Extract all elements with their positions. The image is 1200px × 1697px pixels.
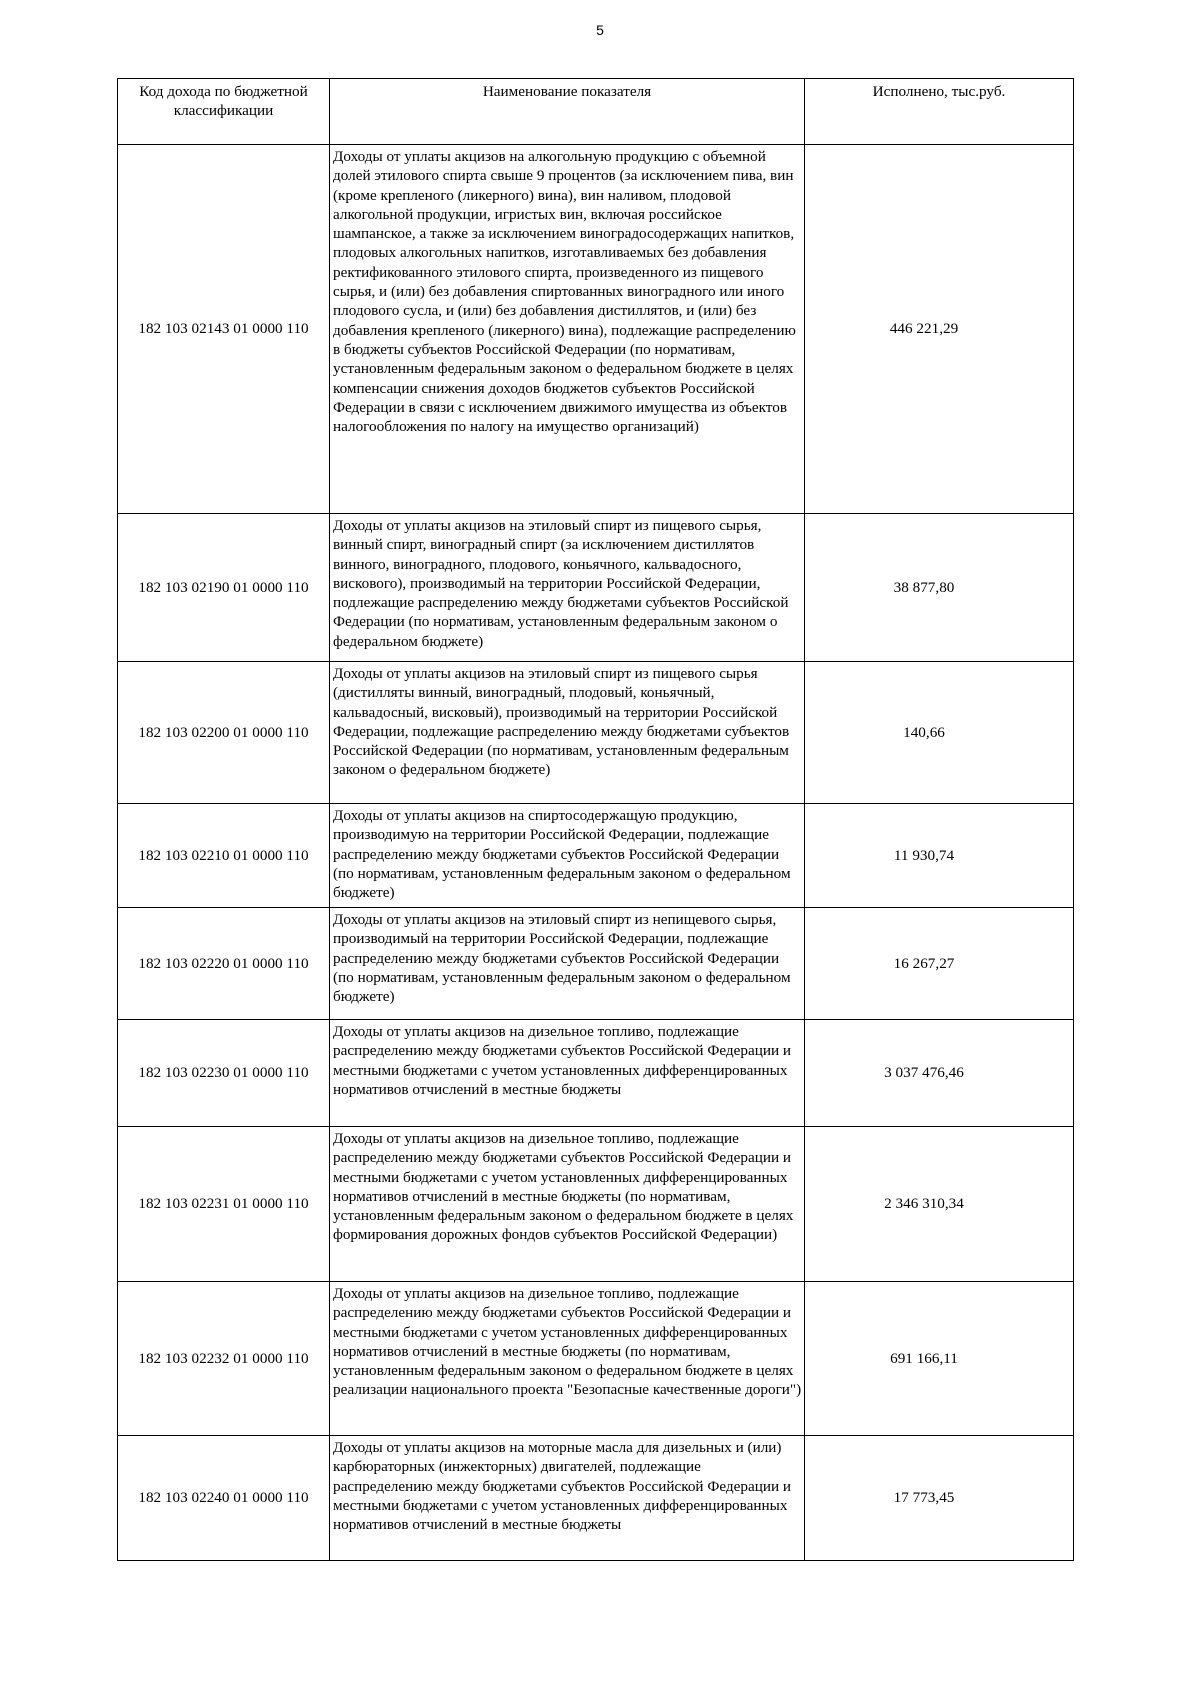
- row-code: 182 103 02240 01 0000 110: [118, 1436, 330, 1561]
- row-value: 17 773,45: [805, 1436, 1074, 1561]
- table-row: [118, 514, 1074, 662]
- row-code: 182 103 02143 01 0000 110: [118, 145, 330, 514]
- row-code: 182 103 02210 01 0000 110: [118, 804, 330, 908]
- row-name: Доходы от уплаты акцизов на моторные масла для дизельных и (или) карбюраторных (инжекторных) двигателей, подлежащие распределению между бюджетами субъектов Российской Федерации и местными бюджетами с учетом установленных дифференцированных нормативов отчислений в местные бюджеты: [330, 1436, 805, 1561]
- row-code: 182 103 02200 01 0000 110: [118, 662, 330, 804]
- row-name: Доходы от уплаты акцизов на этиловый спирт из пищевого сырья, винный спирт, виноградный спирт (за исключением дистиллятов винного, виноградного, плодового, коньячного, кальвадосного, вискового), производимый на территории Российской Федерации, подлежащие распределению между бюджетами субъектов Российской Федерации (по нормативам, установленным федеральным законом о федеральном бюджете): [330, 514, 805, 662]
- row-code: 182 103 02190 01 0000 110: [118, 514, 330, 662]
- row-name: Доходы от уплаты акцизов на дизельное топливо, подлежащие распределению между бюджетами субъектов Российской Федерации и местными бюджетами с учетом установленных дифференцированных нормативов отчислений в местные бюджеты (по нормативам, установленным федеральным законом о федеральном бюджете в целях формирования дорожных фондов субъектов Российской Федерации): [330, 1127, 805, 1282]
- row-value: 2 346 310,34: [805, 1127, 1074, 1282]
- page-number: 5: [596, 22, 604, 38]
- row-name: Доходы от уплаты акцизов на алкогольную продукцию с объемной долей этилового спирта свыше 9 процентов (за исключением пива, вин (кроме крепленого (ликерного) вина), вин наливом, плодовой алкогольной продукции, игристых вин, включая российское шампанское, а также за исключением виноградосодержащих напитков, плодовых алкогольных напитков, изготавливаемых без добавления ректификованного этилового спирта, произведенного из пищевого сырья, и (или) без добавления спиртованных виноградного или иного плодового сусла, и (или) без добавления дистиллятов, и (или) без добавления крепленого (ликерного) вина), подлежащие распределению в бюджеты субъектов Российской Федерации (по нормативам, установленным федеральным законом о федеральном бюджете в целях компенсации снижения доходов бюджетов субъектов Российской Федерации в связи с исключением движимого имущества из объектов налогообложения по налогу на имущество организаций): [330, 145, 805, 514]
- row-name: Доходы от уплаты акцизов на дизельное топливо, подлежащие распределению между бюджетами субъектов Российской Федерации и местными бюджетами с учетом установленных дифференцированных нормативов отчислений в местные бюджеты (по нормативам, установленным федеральным законом о федеральном бюджете в целях реализации национального проекта "Безопасные качественные дороги"): [330, 1282, 805, 1436]
- row-value: 446 221,29: [805, 145, 1074, 514]
- row-code: 182 103 02230 01 0000 110: [118, 1020, 330, 1127]
- revenue-table: [117, 78, 1074, 1561]
- table-header-row: [118, 79, 1074, 145]
- row-value: 3 037 476,46: [805, 1020, 1074, 1127]
- row-name: Доходы от уплаты акцизов на этиловый спирт из непищевого сырья, производимый на территории Российской Федерации, подлежащие распределению между бюджетами субъектов Российской Федерации (по нормативам, установленным федеральным законом о федеральном бюджете): [330, 908, 805, 1020]
- header-value: Исполнено, тыс.руб.: [805, 79, 1074, 145]
- header-code: Код дохода по бюджетной классификации: [118, 79, 330, 145]
- row-value: 691 166,11: [805, 1282, 1074, 1436]
- row-name: Доходы от уплаты акцизов на этиловый спирт из пищевого сырья (дистилляты винный, виноградный, плодовый, коньячный, кальвадосный, висковый), производимый на территории Российской Федерации, подлежащие распределению между бюджетами субъектов Российской Федерации (по нормативам, установленным федеральным законом о федеральном бюджете): [330, 662, 805, 804]
- table-row: [118, 1020, 1074, 1127]
- header-name: Наименование показателя: [330, 79, 805, 145]
- row-name: Доходы от уплаты акцизов на спиртосодержащую продукцию, производимую на территории Российской Федерации, подлежащие распределению между бюджетами субъектов Российской Федерации (по нормативам, установленным федеральным законом о федеральном бюджете): [330, 804, 805, 908]
- table-row: [118, 145, 1074, 514]
- row-value: 38 877,80: [805, 514, 1074, 662]
- table-row: [118, 1127, 1074, 1282]
- row-value: 11 930,74: [805, 804, 1074, 908]
- table-row: [118, 804, 1074, 908]
- row-name: Доходы от уплаты акцизов на дизельное топливо, подлежащие распределению между бюджетами субъектов Российской Федерации и местными бюджетами с учетом установленных дифференцированных нормативов отчислений в местные бюджеты: [330, 1020, 805, 1127]
- row-value: 140,66: [805, 662, 1074, 804]
- table-row: [118, 662, 1074, 804]
- row-code: 182 103 02232 01 0000 110: [118, 1282, 330, 1436]
- table-row: [118, 908, 1074, 1020]
- table-row: [118, 1436, 1074, 1561]
- row-code: 182 103 02220 01 0000 110: [118, 908, 330, 1020]
- row-code: 182 103 02231 01 0000 110: [118, 1127, 330, 1282]
- row-value: 16 267,27: [805, 908, 1074, 1020]
- table-row: [118, 1282, 1074, 1436]
